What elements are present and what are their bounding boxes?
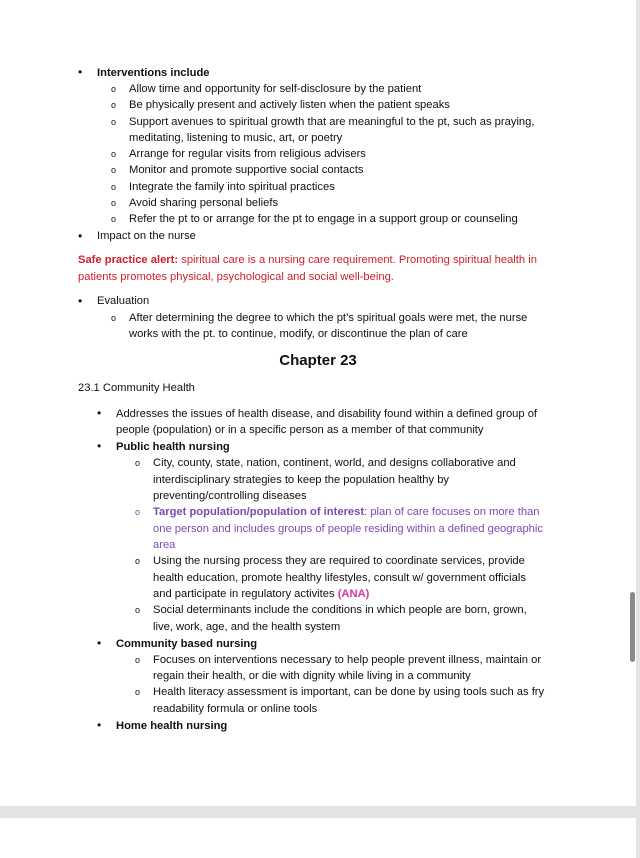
ana-tag: (ANA) — [337, 588, 370, 600]
circle-bullet-icon: o — [111, 100, 117, 110]
public-item-cont: interdisciplinary strategies to keep the population healthy by — [153, 474, 450, 486]
intervention-item: Arrange for regular visits from religious advisers — [129, 148, 366, 160]
alert-text: spiritual care is a nursing care requirement. Promoting spiritual health in — [178, 254, 537, 266]
public-item-cont: live, work, age, and the health system — [153, 621, 341, 633]
intervention-item: Avoid sharing personal beliefs — [129, 197, 279, 209]
intervention-item: Allow time and opportunity for self-disclosure by the patient — [129, 83, 422, 95]
cbn-item: Focuses on interventions necessary to help people prevent illness, maintain or — [153, 654, 542, 666]
intervention-item: Refer the pt to or arrange for the pt to engage in a support group or counseling — [129, 213, 518, 225]
community-based-heading: Community based nursing — [116, 638, 258, 650]
circle-bullet-icon: o — [135, 655, 141, 665]
target-text: : plan of care focuses on more than — [364, 506, 540, 518]
circle-bullet-icon: o — [111, 313, 117, 323]
safe-practice-alert — [78, 252, 537, 268]
circle-bullet-icon: o — [111, 149, 117, 159]
evaluation-item: After determining the degree to which the pt’s spiritual goals were met, the nurse — [129, 312, 528, 324]
circle-bullet-icon: o — [111, 182, 117, 192]
public-item-cont — [153, 586, 369, 602]
circle-bullet-icon: o — [135, 507, 141, 517]
cbn-item-cont: readability formula or online tools — [153, 703, 318, 715]
community-item: Addresses the issues of health disease, and disability found within a defined group of — [116, 408, 538, 420]
bullet-icon: • — [97, 406, 102, 420]
circle-bullet-icon: o — [111, 214, 117, 224]
bullet-icon: • — [78, 65, 83, 79]
public-item: Social determinants include the conditions in which people are born, grown, — [153, 604, 527, 616]
circle-bullet-icon: o — [111, 165, 117, 175]
target-population-cont: area — [153, 539, 176, 551]
intervention-item: Integrate the family into spiritual practices — [129, 181, 335, 193]
scrollbar-thumb[interactable] — [630, 592, 635, 662]
circle-bullet-icon: o — [111, 198, 117, 208]
section-heading: 23.1 Community Health — [78, 382, 195, 394]
target-label: Target population/population of interest — [153, 506, 365, 518]
bullet-icon: • — [97, 718, 102, 732]
circle-bullet-icon: o — [135, 687, 141, 697]
circle-bullet-icon: o — [135, 605, 141, 615]
cbn-item-cont: regain their health, or die with dignity while living in a community — [153, 670, 471, 682]
bullet-icon: • — [78, 229, 83, 243]
cbn-item: Health literacy assessment is important, can be done by using tools such as fry — [153, 686, 545, 698]
public-item: Using the nursing process they are required to coordinate services, provide — [153, 555, 525, 567]
evaluation-item-cont: works with the pt. to continue, modify, or discontinue the plan of care — [129, 328, 468, 340]
intervention-item: Monitor and promote supportive social contacts — [129, 164, 364, 176]
interventions-heading: Interventions include — [97, 67, 210, 79]
public-item-cont: preventing/controlling diseases — [153, 490, 307, 502]
bullet-icon: • — [97, 636, 102, 650]
intervention-item-cont: meditating, listening to music, art, or poetry — [129, 132, 343, 144]
circle-bullet-icon: o — [111, 84, 117, 94]
safe-practice-alert-cont: patients promotes physical, psychological and social well-being. — [78, 271, 394, 283]
intervention-item: Be physically present and actively listen when the patient speaks — [129, 99, 450, 111]
public-item-cont: health education, promote healthy lifestyles, consult w/ government officials — [153, 572, 526, 584]
circle-bullet-icon: o — [135, 556, 141, 566]
target-population-cont: one person and includes groups of people residing within a defined geographic — [153, 523, 543, 535]
public-item-text: and participate in regulatory activites — [153, 588, 338, 600]
alert-label: Safe practice alert: — [78, 254, 179, 266]
public-item: City, county, state, nation, continent, world, and designs collaborative and — [153, 457, 516, 469]
chapter-title: Chapter 23 — [279, 352, 357, 369]
intervention-item: Support avenues to spiritual growth that are meaningful to the pt, such as praying, — [129, 116, 535, 128]
bullet-icon: • — [78, 294, 83, 308]
circle-bullet-icon: o — [111, 117, 117, 127]
community-item-cont: people (population) or in a specific person as a member of that community — [116, 424, 484, 436]
impact-heading: Impact on the nurse — [97, 230, 196, 242]
public-health-heading: Public health nursing — [116, 441, 230, 453]
home-health-heading: Home health nursing — [116, 720, 228, 732]
circle-bullet-icon: o — [135, 458, 141, 468]
target-population-item — [153, 504, 539, 520]
bullet-icon: • — [97, 439, 102, 453]
next-page — [0, 818, 636, 858]
evaluation-heading: Evaluation — [97, 295, 150, 307]
